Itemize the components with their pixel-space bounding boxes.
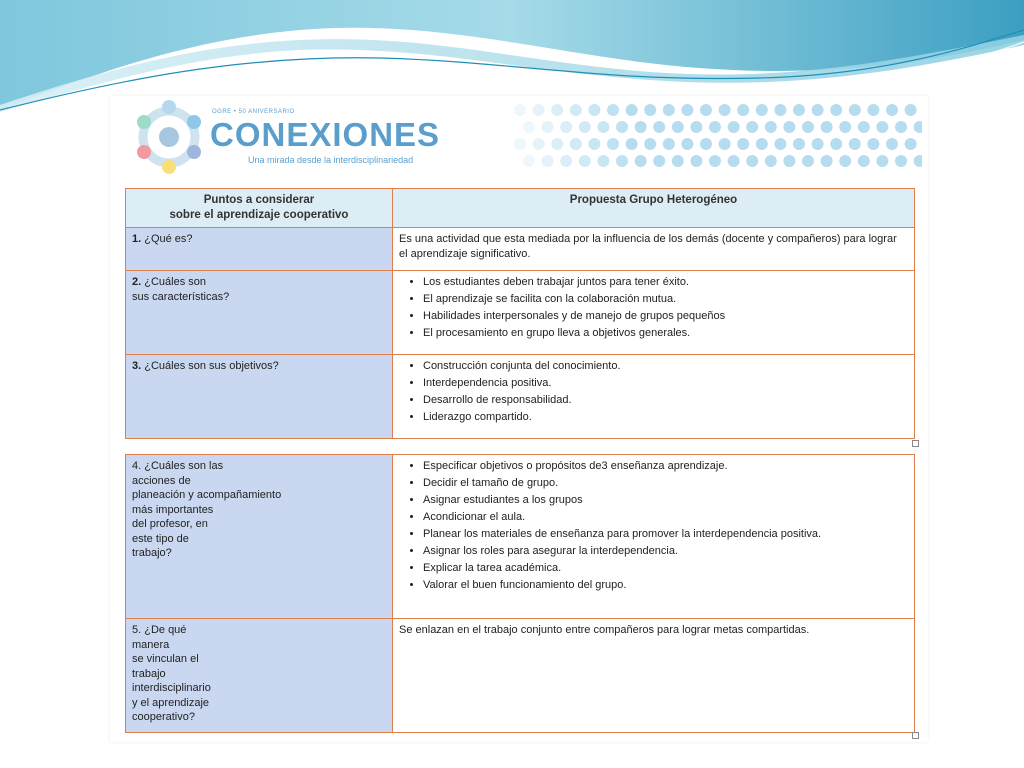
decorative-dot [542,155,554,167]
decorative-dot [533,138,545,150]
list-item: • Explicar la tarea académica. [423,561,908,576]
decorative-dot [867,104,879,116]
table-row [126,271,915,355]
decorative-dot [523,155,535,167]
decorative-dot [551,104,563,116]
decorative-dot [700,138,712,150]
table-resize-handle[interactable] [912,440,919,447]
question-text: ¿Cuáles son sus características? [132,276,230,303]
decorative-dot [793,138,805,150]
decorative-dot [728,155,740,167]
decorative-dot [560,155,572,167]
decorative-dot [626,104,638,116]
decorative-dot [690,121,702,133]
decorative-dot [765,155,777,167]
decorative-dot [579,121,591,133]
decorative-dot [690,155,702,167]
list-item: • Decidir el tamaño de grupo. [423,476,908,491]
table-resize-handle[interactable] [912,732,919,739]
list-item: • Asignar estudiantes a los grupos [423,493,908,508]
decorative-dot [588,104,600,116]
decorative-dot [774,138,786,150]
decorative-dot [616,155,628,167]
decorative-dot [905,138,917,150]
question-cell [126,355,393,439]
decorative-dot [765,121,777,133]
decorative-dot [551,138,563,150]
question-text: ¿Cuáles son sus objetivos? [141,360,279,372]
decorative-dot [709,155,721,167]
bullet-list [399,359,908,425]
decorative-dot [812,138,824,150]
decorative-dot [830,138,842,150]
decorative-dot [635,121,647,133]
decorative-dot [756,104,768,116]
list-item: • Desarrollo de responsabilidad. [423,393,908,408]
decorative-dot [681,138,693,150]
decorative-dot [597,155,609,167]
table-row [126,619,915,733]
header-proposal: Propuesta Grupo Heterogéneo [393,189,915,228]
table-row [126,228,915,271]
decorative-dot [588,138,600,150]
decorative-dot [821,121,833,133]
decorative-dot [672,121,684,133]
decorative-dot [830,104,842,116]
decorative-dot [719,104,731,116]
decorative-dot [644,138,656,150]
decorative-dot [644,104,656,116]
decorative-dots-band [512,102,922,170]
decorative-dot [560,121,572,133]
brand-tagline: Una mirada desde la interdisciplinariedad [248,155,414,165]
decorative-dot [616,121,628,133]
decorative-dot [802,121,814,133]
list-item: • Habilidades interpersonales y de manejo de grupos pequeños [423,309,908,324]
list-item: • Liderazgo compartido. [423,410,908,425]
question-cell [126,271,393,355]
decorative-dot [914,155,922,167]
table-row [126,455,915,619]
decorative-dot [737,104,749,116]
document-page [110,96,928,742]
list-item: • Construcción conjunta del conocimiento. [423,359,908,374]
decorative-dot [849,104,861,116]
conexiones-logo-icon [130,96,208,178]
decorative-dot [783,121,795,133]
decorative-dot [839,121,851,133]
decorative-dot [886,104,898,116]
decorative-dot [876,121,888,133]
list-item: • Planear los materiales de enseñanza para promover la interdependencia positiva. [423,527,908,542]
decorative-dot [728,121,740,133]
decorative-dot [746,121,758,133]
brand-title: CONEXIONES [210,116,441,153]
question-number: 3. [132,360,142,372]
decorative-dot [895,155,907,167]
decorative-dot [858,121,870,133]
decorative-dot [783,155,795,167]
decorative-dot [746,155,758,167]
decorative-dot [579,155,591,167]
decorative-dot [858,155,870,167]
answer-cell [393,455,915,619]
list-item: • El procesamiento en grupo lleva a objetivos generales. [423,326,908,341]
list-item: • Valorar el buen funcionamiento del grupo. [423,578,908,593]
decorative-dot [737,138,749,150]
bullet-list [399,459,908,593]
table-header-row [126,189,915,228]
decorative-dot [514,104,526,116]
decorative-dot [802,155,814,167]
brand-caption: OGRE • 50 ANIVERSARIO [212,109,295,115]
decorative-dot [570,138,582,150]
list-item: • Asignar los roles para asegurar la interdependencia. [423,544,908,559]
decorative-dot [523,121,535,133]
decorative-dot [895,121,907,133]
question-number: 2. [132,276,142,288]
decorative-dot [700,104,712,116]
header-points: Puntos a considerar sobre el aprendizaje cooperativo [126,189,393,228]
decorative-dot [839,155,851,167]
question-text: ¿Qué es? [141,233,193,245]
decorative-dot [774,104,786,116]
list-item: • Especificar objetivos o propósitos de3 enseñanza aprendizaje. [423,459,908,474]
answer-cell: Es una actividad que esta mediada por la influencia de los demás (docente y compañeros) para lograr el aprendizaje significativo. [393,228,915,271]
cooperative-learning-table-1 [125,188,915,439]
list-item: • El aprendizaje se facilita con la colaboración mutua. [423,292,908,307]
decorative-dot [849,138,861,150]
question-number: 1. [132,233,142,245]
table-row [126,355,915,439]
decorative-dot [533,104,545,116]
question-cell: 5. ¿De qué manera se vinculan el trabajo interdisciplinario y el aprendizaje cooperativo? [126,619,393,733]
decorative-dot [793,104,805,116]
decorative-dot [886,138,898,150]
decorative-dot [542,121,554,133]
decorative-dot [635,155,647,167]
decorative-dot [719,138,731,150]
question-cell: 4. ¿Cuáles son las acciones de planeación y acompañamiento más importantes del profesor, en este tipo de trabajo? [126,455,393,619]
decorative-dot [653,121,665,133]
bullet-list [399,275,908,341]
decorative-dot [663,104,675,116]
decorative-dot [821,155,833,167]
decorative-dot [626,138,638,150]
decorative-dot [607,138,619,150]
decorative-dot [663,138,675,150]
decorative-dot [681,104,693,116]
decorative-dot [709,121,721,133]
decorative-dot [597,121,609,133]
answer-cell [393,271,915,355]
decorative-dot [653,155,665,167]
question-cell [126,228,393,271]
decorative-dot [867,138,879,150]
decorative-dot [876,155,888,167]
list-item: • Acondicionar el aula. [423,510,908,525]
list-item: • Interdependencia positiva. [423,376,908,391]
decorative-dot [607,104,619,116]
decorative-dot [570,104,582,116]
decorative-dot [672,155,684,167]
decorative-dot [914,121,922,133]
decorative-dot [756,138,768,150]
decorative-dot [812,104,824,116]
decorative-dot [905,104,917,116]
list-item: • Los estudiantes deben trabajar juntos para tener éxito. [423,275,908,290]
cooperative-learning-table-2 [125,454,915,733]
answer-cell: Se enlazan en el trabajo conjunto entre compañeros para lograr metas compartidas. [393,619,915,733]
decorative-dot [514,138,526,150]
answer-cell [393,355,915,439]
